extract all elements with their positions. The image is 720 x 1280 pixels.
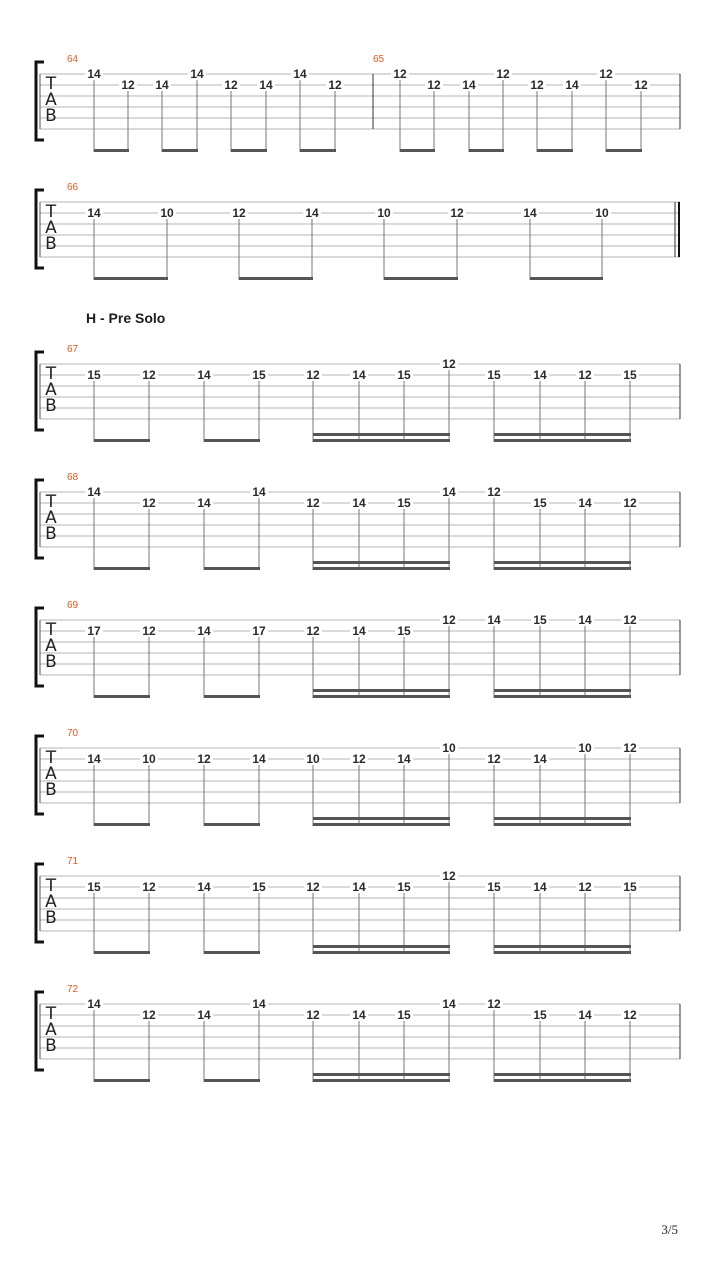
measure <box>67 728 639 826</box>
measure <box>373 54 650 152</box>
fret-number: 14 <box>87 485 101 499</box>
fret-number: 14 <box>87 997 101 1011</box>
fret-number: 15 <box>397 368 411 382</box>
measure-number: 67 <box>67 344 79 355</box>
fret-number: 12 <box>623 1008 637 1022</box>
beam <box>400 149 435 152</box>
beam <box>494 817 631 820</box>
fret-number: 17 <box>87 624 101 638</box>
fret-number: 10 <box>160 206 174 220</box>
tab-clef-letter: A <box>45 90 57 110</box>
fret-number: 12 <box>393 67 407 81</box>
beam <box>606 149 642 152</box>
fret-number: 14 <box>578 496 592 510</box>
beam <box>494 1079 631 1082</box>
fret-number: 12 <box>450 206 464 220</box>
tab-clef-letter: A <box>45 764 57 784</box>
beam <box>384 277 458 280</box>
fret-number: 15 <box>487 368 501 382</box>
beam <box>494 945 631 948</box>
beam <box>313 1079 450 1082</box>
fret-number: 14 <box>462 78 476 92</box>
tab-system <box>36 600 680 698</box>
fret-number: 12 <box>442 869 456 883</box>
measure <box>67 472 639 570</box>
tab-system <box>36 182 680 280</box>
measure-number: 72 <box>67 984 79 995</box>
fret-number: 12 <box>306 368 320 382</box>
beam <box>494 951 631 954</box>
fret-number: 14 <box>252 997 266 1011</box>
fret-number: 14 <box>397 752 411 766</box>
fret-number: 12 <box>306 1008 320 1022</box>
fret-number: 14 <box>565 78 579 92</box>
measure-number: 64 <box>67 54 79 65</box>
measure-number: 71 <box>67 856 79 867</box>
tab-clef-letter: A <box>45 508 57 528</box>
fret-number: 14 <box>352 368 366 382</box>
fret-number: 15 <box>487 880 501 894</box>
tab-clef-letter: A <box>45 218 57 238</box>
fret-number: 14 <box>487 613 501 627</box>
fret-number: 12 <box>530 78 544 92</box>
fret-number: 14 <box>533 368 547 382</box>
fret-number: 14 <box>197 880 211 894</box>
tab-system <box>36 856 680 954</box>
fret-number: 12 <box>142 624 156 638</box>
beam <box>162 149 198 152</box>
fret-number: 12 <box>442 613 456 627</box>
fret-number: 15 <box>533 1008 547 1022</box>
fret-number: 14 <box>259 78 273 92</box>
tab-clef-letter: A <box>45 636 57 656</box>
fret-number: 14 <box>352 496 366 510</box>
tab-clef-letter: B <box>45 652 57 672</box>
fret-number: 12 <box>496 67 510 81</box>
fret-number: 12 <box>487 485 501 499</box>
tab-clef-letter: B <box>45 780 57 800</box>
fret-number: 12 <box>442 357 456 371</box>
tab-clef-letter: B <box>45 106 57 126</box>
beam <box>537 149 573 152</box>
beam <box>94 823 150 826</box>
fret-number: 12 <box>599 67 613 81</box>
fret-number: 14 <box>352 1008 366 1022</box>
beam <box>313 433 450 436</box>
fret-number: 14 <box>197 368 211 382</box>
beam <box>313 951 450 954</box>
fret-number: 12 <box>142 496 156 510</box>
fret-number: 12 <box>306 880 320 894</box>
fret-number: 17 <box>252 624 266 638</box>
fret-number: 12 <box>142 368 156 382</box>
fret-number: 12 <box>487 752 501 766</box>
fret-number: 15 <box>533 496 547 510</box>
beam <box>494 561 631 564</box>
fret-number: 14 <box>190 67 204 81</box>
fret-number: 15 <box>397 880 411 894</box>
fret-number: 15 <box>252 880 266 894</box>
beam <box>94 695 150 698</box>
tab-system <box>36 728 680 826</box>
beam <box>494 695 631 698</box>
fret-number: 15 <box>252 368 266 382</box>
fret-number: 14 <box>252 485 266 499</box>
tab-clef-letter: B <box>45 524 57 544</box>
fret-number: 12 <box>232 206 246 220</box>
beam <box>313 1073 450 1076</box>
tab-clef-letter: B <box>45 908 57 928</box>
fret-number: 15 <box>533 613 547 627</box>
fret-number: 14 <box>533 752 547 766</box>
tab-system <box>36 472 680 570</box>
measure-number: 69 <box>67 600 79 611</box>
fret-number: 10 <box>377 206 391 220</box>
fret-number: 14 <box>87 67 101 81</box>
beam <box>313 439 450 442</box>
fret-number: 15 <box>623 880 637 894</box>
measure <box>67 600 639 698</box>
fret-number: 14 <box>155 78 169 92</box>
beam <box>313 945 450 948</box>
fret-number: 10 <box>142 752 156 766</box>
section-label: H - Pre Solo <box>86 310 166 326</box>
fret-number: 14 <box>352 880 366 894</box>
fret-number: 12 <box>578 368 592 382</box>
beam <box>494 433 631 436</box>
beam <box>94 1079 150 1082</box>
beam <box>313 817 450 820</box>
tab-clef-letter: B <box>45 396 57 416</box>
measure <box>67 984 639 1082</box>
tab-clef-letter: T <box>45 492 57 512</box>
fret-number: 10 <box>578 741 592 755</box>
fret-number: 15 <box>397 496 411 510</box>
beam <box>313 561 450 564</box>
tab-clef-letter: T <box>45 748 57 768</box>
beam <box>204 1079 260 1082</box>
fret-number: 12 <box>623 613 637 627</box>
beam <box>94 951 150 954</box>
fret-number: 10 <box>595 206 609 220</box>
fret-number: 15 <box>397 1008 411 1022</box>
fret-number: 14 <box>87 752 101 766</box>
fret-number: 14 <box>197 624 211 638</box>
fret-number: 14 <box>293 67 307 81</box>
tab-clef-letter: A <box>45 892 57 912</box>
fret-number: 12 <box>578 880 592 894</box>
fret-number: 14 <box>442 997 456 1011</box>
fret-number: 12 <box>623 496 637 510</box>
fret-number: 14 <box>442 485 456 499</box>
fret-number: 14 <box>197 496 211 510</box>
beam <box>94 439 150 442</box>
beam <box>204 951 260 954</box>
beam <box>313 689 450 692</box>
tab-system <box>36 54 680 152</box>
fret-number: 12 <box>487 997 501 1011</box>
beam <box>231 149 267 152</box>
fret-number: 12 <box>328 78 342 92</box>
tab-clef-letter: T <box>45 876 57 896</box>
beam <box>469 149 504 152</box>
fret-number: 12 <box>121 78 135 92</box>
fret-number: 14 <box>352 624 366 638</box>
tab-clef-letter: T <box>45 1004 57 1024</box>
measure-number: 66 <box>67 182 79 193</box>
fret-number: 14 <box>578 1008 592 1022</box>
tab-clef-letter: T <box>45 620 57 640</box>
beam <box>94 149 129 152</box>
tab-system <box>36 984 680 1082</box>
fret-number: 14 <box>252 752 266 766</box>
page-number: 3/5 <box>661 1222 678 1237</box>
measure-number: 65 <box>373 54 385 65</box>
beam <box>494 439 631 442</box>
fret-number: 15 <box>397 624 411 638</box>
beam <box>494 823 631 826</box>
fret-number: 12 <box>142 880 156 894</box>
fret-number: 12 <box>197 752 211 766</box>
fret-number: 12 <box>634 78 648 92</box>
fret-number: 15 <box>87 368 101 382</box>
tab-system <box>36 344 680 442</box>
beam <box>94 567 150 570</box>
fret-number: 14 <box>87 206 101 220</box>
fret-number: 10 <box>306 752 320 766</box>
tab-clef-letter: T <box>45 202 57 222</box>
fret-number: 15 <box>87 880 101 894</box>
measure <box>67 54 344 152</box>
fret-number: 14 <box>197 1008 211 1022</box>
fret-number: 14 <box>523 206 537 220</box>
beam <box>204 567 260 570</box>
tab-clef-letter: T <box>45 74 57 94</box>
fret-number: 12 <box>427 78 441 92</box>
beam <box>313 823 450 826</box>
fret-number: 10 <box>442 741 456 755</box>
beam <box>494 567 631 570</box>
tab-clef-letter: B <box>45 1036 57 1056</box>
beam <box>494 689 631 692</box>
beam <box>313 567 450 570</box>
fret-number: 12 <box>352 752 366 766</box>
beam <box>313 695 450 698</box>
beam <box>204 439 260 442</box>
measure <box>67 182 611 280</box>
fret-number: 12 <box>224 78 238 92</box>
tab-clef-letter: A <box>45 1020 57 1040</box>
measure-number: 70 <box>67 728 79 739</box>
fret-number: 12 <box>306 624 320 638</box>
tab-clef-letter: B <box>45 234 57 254</box>
measure <box>67 344 639 442</box>
fret-number: 12 <box>306 496 320 510</box>
tab-clef-letter: A <box>45 380 57 400</box>
beam <box>94 277 168 280</box>
fret-number: 12 <box>623 741 637 755</box>
tab-clef-letter: T <box>45 364 57 384</box>
beam <box>494 1073 631 1076</box>
fret-number: 12 <box>142 1008 156 1022</box>
fret-number: 15 <box>623 368 637 382</box>
measure <box>67 856 639 954</box>
beam <box>204 695 260 698</box>
beam <box>204 823 260 826</box>
fret-number: 14 <box>305 206 319 220</box>
fret-number: 14 <box>578 613 592 627</box>
beam <box>239 277 313 280</box>
measure-number: 68 <box>67 472 79 483</box>
beam <box>530 277 603 280</box>
beam <box>300 149 336 152</box>
fret-number: 14 <box>533 880 547 894</box>
